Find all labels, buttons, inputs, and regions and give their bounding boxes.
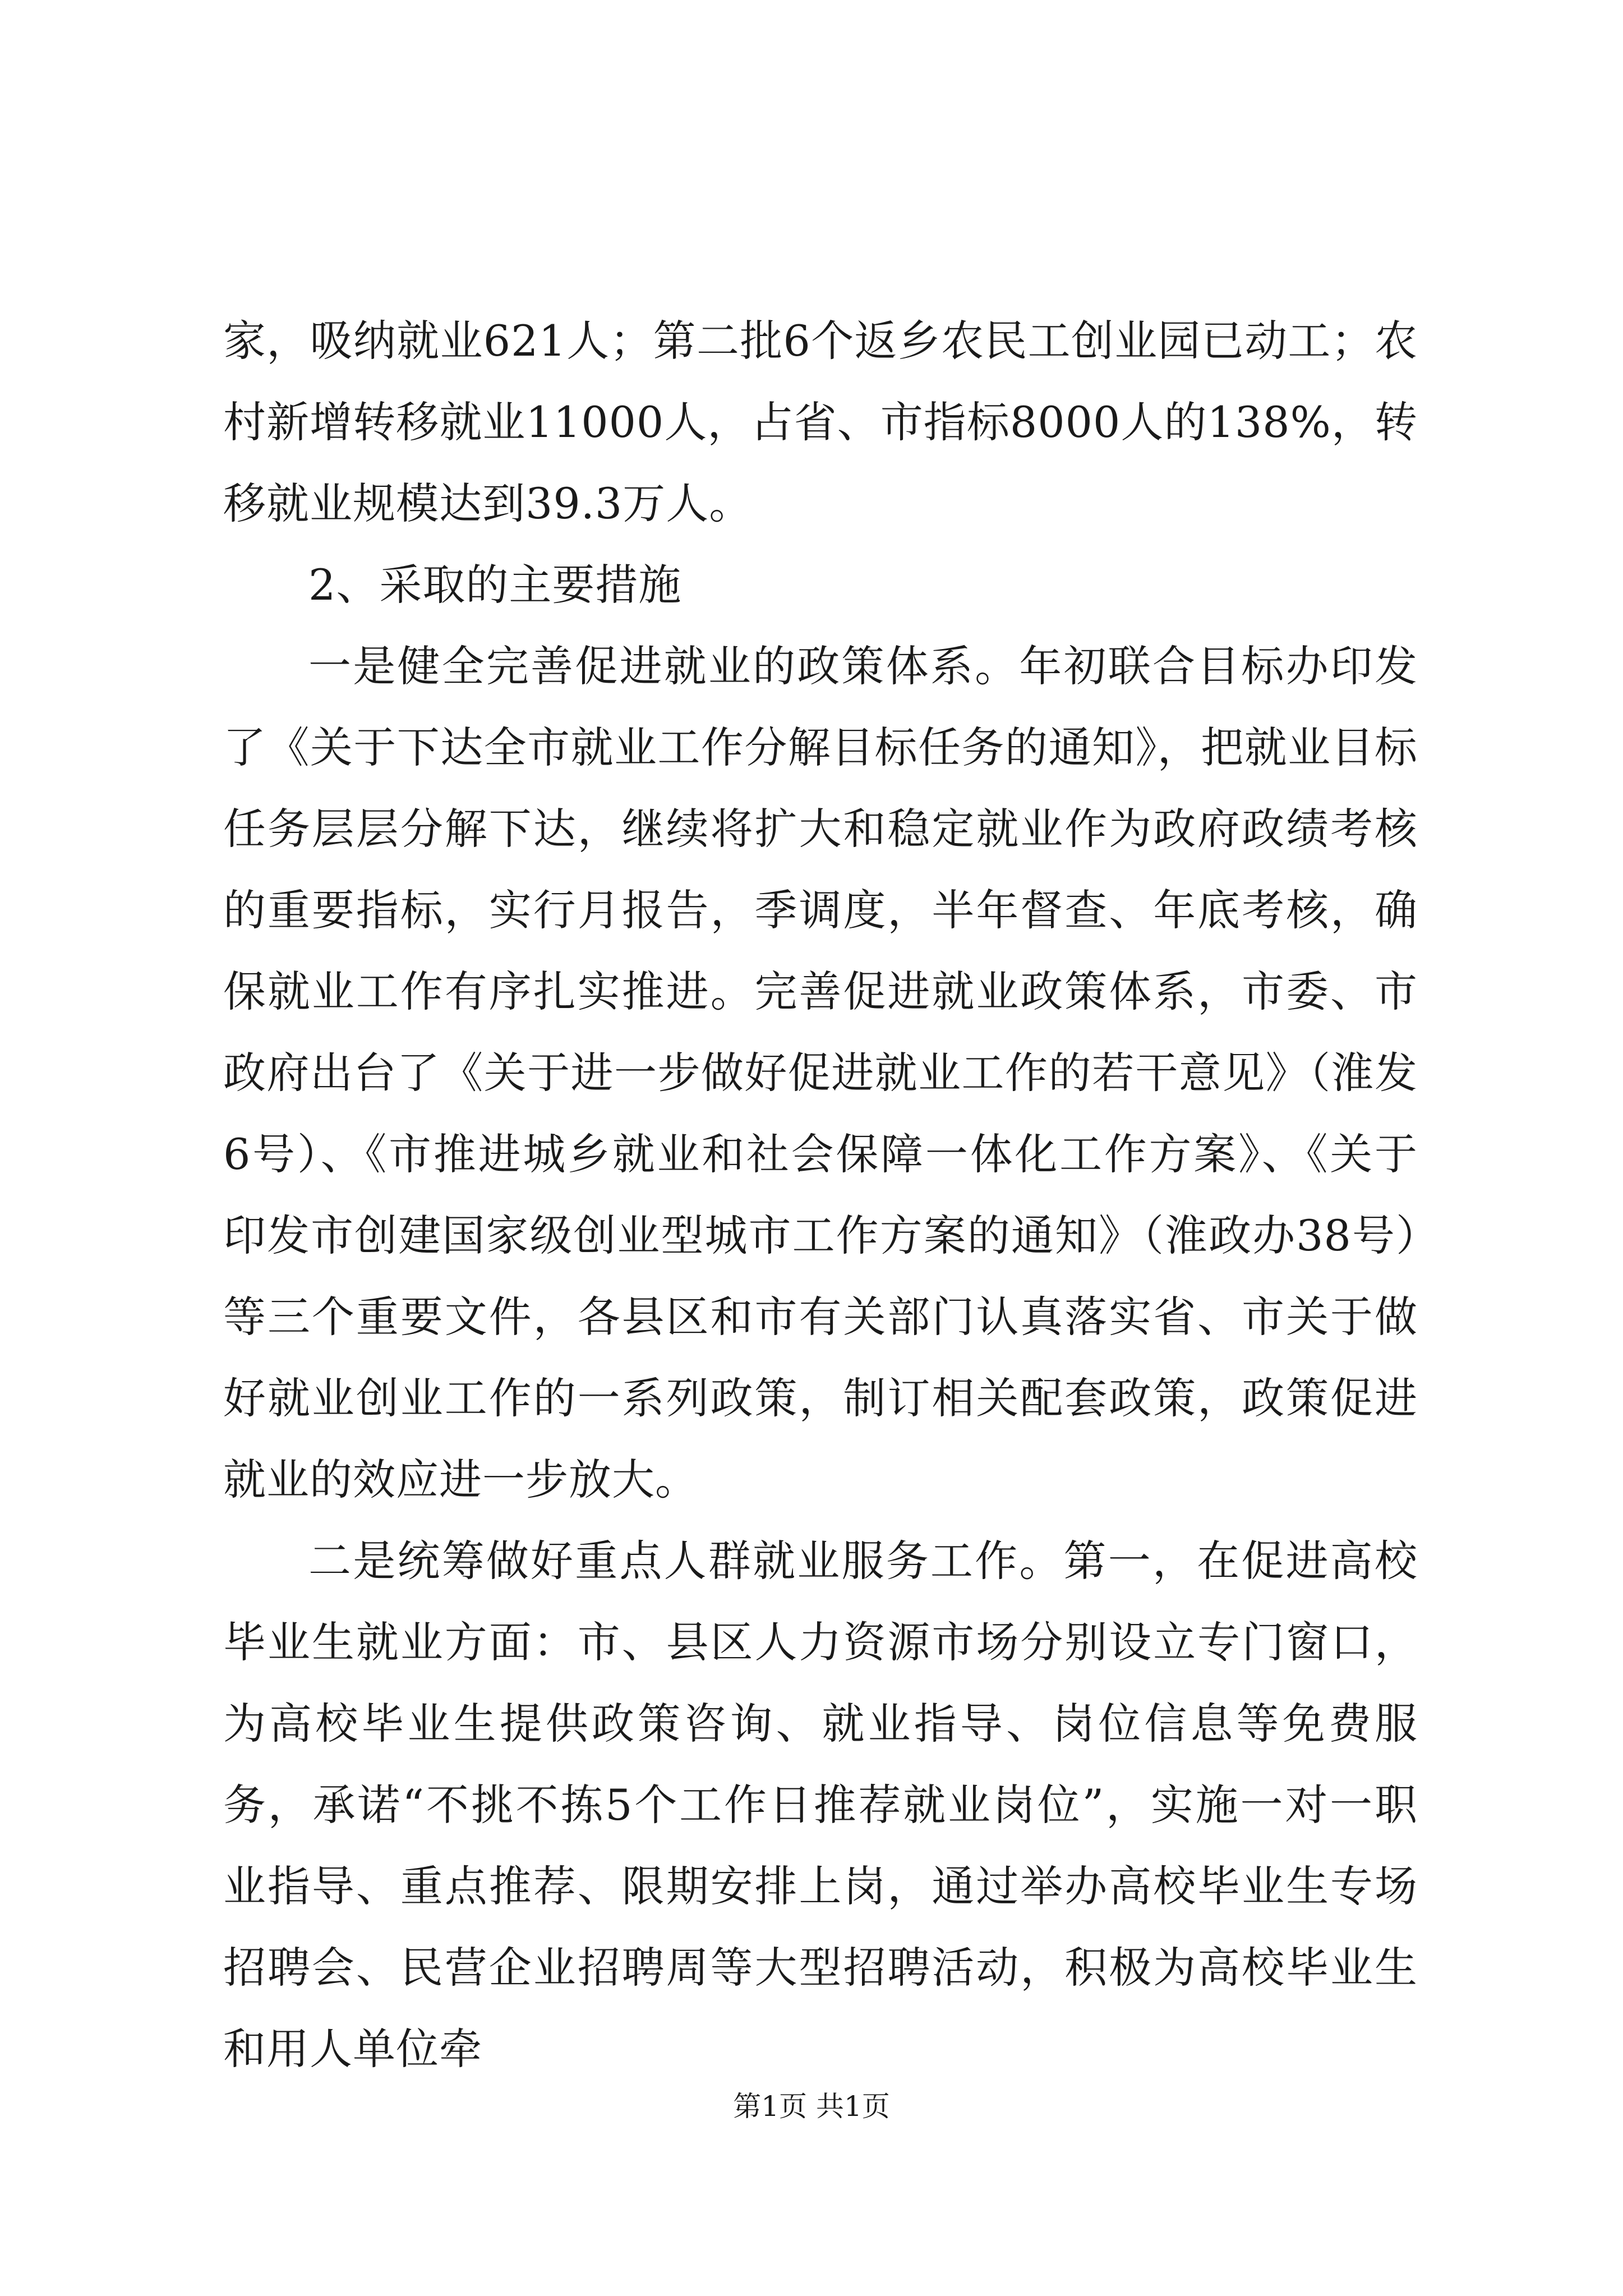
section-heading: 2、采取的主要措施 (308, 560, 682, 610)
paragraph-key-groups: 二是统筹做好重点人群就业服务工作。第一，在促进高校毕业生就业方面：市、县区人力资源市场分别设立专门窗口，为高校毕业生提供政策咨询、就业指导、岗位信息等免费服务，承诺“不挑不拣5个工作日推荐就业岗位”，实施一对一职业指导、重点推荐、限期安排上岗，通过举办高校毕业生专场招聘会、民营企业招聘周等大型招聘活动，积极为高校毕业生和用人单位牵 (223, 1536, 1418, 2074)
paragraph-policy-system: 一是健全完善促进就业的政策体系。年初联合目标办印发了《关于下达全市就业工作分解目标任务的通知》，把就业目标任务层层分解下达，继续将扩大和稳定就业作为政府政绩考核的重要指标，实行月报告，季调度，半年督查、年底考核，确保就业工作有序扎实推进。完善促进就业政策体系，市委、市政府出台了《关于进一步做好促进就业工作的若干意见》（淮发6号）、《市推进城乡就业和社会保障一体化工作方案》、《关于印发市创建国家级创业型城市工作方案的通知》（淮政办38号）等三个重要文件，各县区和市有关部门认真落实省、市关于做好就业创业工作的一系列政策，制订相关配套政策，政策促进就业的效应进一步放大。 (223, 641, 1418, 1504)
paragraph-continuation: 家，吸纳就业621人；第二批6个返乡农民工创业园已动工；农村新增转移就业11000人，占省、市指标8000人的138%，转移就业规模达到39.3万人。 (223, 316, 1418, 528)
body-text (223, 300, 1418, 2090)
page-footer: 第1页 共1页 (733, 2090, 890, 2123)
